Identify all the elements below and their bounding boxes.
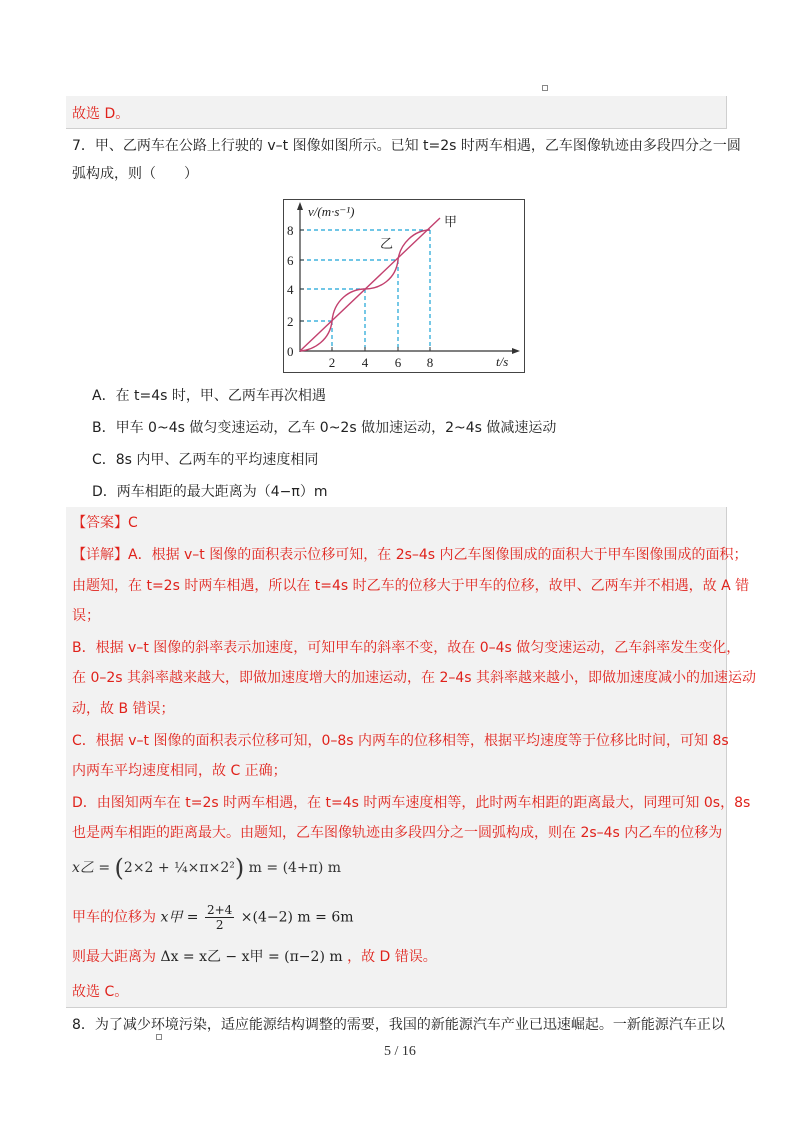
explain-line-10: 也是两车相距的距离最大。由题知，乙车图像轨迹由多段四分之一圆弧构成，则在 2s–4s 内乙车的位移为	[72, 825, 723, 841]
y-tick-8: 8	[287, 223, 294, 238]
x-tick-2: 2	[328, 355, 336, 370]
eq2-denominator: 2	[215, 918, 224, 932]
explain-tag: 【详解】	[72, 547, 128, 563]
prev-conclusion: 故选 D。	[72, 106, 130, 122]
question-line-1	[72, 136, 741, 156]
explain-line-4: B．根据 v–t 图像的斜率表示加速度，可知甲车的斜率不变，故在 0–4s 做匀变速运动，乙车斜率发生变化，	[72, 640, 741, 656]
vt-graph	[284, 200, 524, 372]
question-stem: 甲、乙两车在公路上行驶的 v–t 图像如图所示。已知 t=2s 时两车相遇，乙车图像轨迹由多段四分之一圆	[94, 138, 741, 154]
eq3-suffix: ，故 D 错误。	[347, 949, 437, 965]
next-question-line: 8．为了减少环境污染，适应能源结构调整的需要，我国的新能源汽车产业已迅速崛起。一新能源汽车正以	[72, 1017, 725, 1033]
option-b: B．甲车 0~4s 做匀变速运动，乙车 0~2s 做加速运动，2~4s 做减速运动	[92, 420, 557, 436]
y-tick-2: 2	[287, 314, 294, 329]
bottom-mark	[156, 1034, 162, 1040]
y-tick-6: 6	[287, 253, 294, 268]
x-axis-arrow	[512, 348, 520, 354]
equation-3	[72, 947, 437, 967]
eq2-lhs: x甲 =	[160, 909, 199, 926]
x-tick-6: 6	[394, 355, 402, 370]
x-axis-label: t/s	[496, 354, 509, 369]
origin-label: 0	[287, 344, 294, 359]
eq3-prefix: 则最大距离为	[72, 949, 156, 965]
answer-tag: 【答案】	[72, 515, 128, 531]
explain-conclusion: 故选 C。	[72, 984, 129, 1000]
explain-line-9: D．由图知两车在 t=2s 时两车相遇，在 t=4s 时两车速度相等，此时两车相距的距离最大，同理可知 0s，8s	[72, 795, 751, 811]
label-yi: 乙	[380, 237, 394, 252]
explain-line-2: 由题知，在 t=2s 时两车相遇，所以在 t=4s 时乙车的位移大于甲车的位移，故甲、乙两车并不相遇，故 A 错	[72, 578, 750, 594]
eq2-rhs: ×(4−2) m = 6m	[240, 909, 354, 926]
line-jia	[300, 218, 440, 351]
eq3-body: Δx = x乙 − x甲 = (π−2) m	[160, 949, 343, 965]
question-number: 7．	[72, 138, 95, 154]
explain-line-6: 动，故 B 错误；	[72, 701, 175, 717]
corner-mark	[542, 85, 548, 91]
equation-2	[72, 903, 354, 932]
option-c: C．8s 内甲、乙两车的平均速度相同	[92, 452, 319, 468]
answer-value: C	[128, 515, 138, 531]
vt-graph-figure	[283, 199, 525, 373]
explain-line-8: 内两车平均速度相同，故 C 正确；	[72, 763, 287, 779]
question-line-2: 弧构成，则（ ）	[72, 166, 198, 182]
eq1-right: m = (4+π) m	[248, 860, 342, 876]
explain-line-1	[72, 545, 748, 565]
y-axis-label: v/(m·s⁻¹)	[308, 204, 355, 219]
page-number: 5 / 16	[384, 1044, 416, 1059]
y-axis-arrow	[297, 202, 303, 210]
eq2-numerator: 2+4	[206, 903, 233, 917]
answer-line	[72, 513, 138, 533]
eq1-body: 2×2 + ¼×π×2²	[123, 860, 235, 876]
explain-line-5: 在 0–2s 其斜率越来越大，即做加速度增大的加速运动，在 2–4s 其斜率越来越小，即做加速度减小的加速运动	[72, 670, 757, 686]
prev-answer-box	[66, 96, 727, 129]
x-tick-4: 4	[361, 355, 369, 370]
option-a: A．在 t=4s 时，甲、乙两车再次相遇	[92, 388, 326, 404]
x-tick-8: 8	[426, 355, 434, 370]
label-jia: 甲	[444, 215, 458, 230]
explain-text-1: A．根据 v–t 图像的面积表示位移可知，在 2s–4s 内乙车图像围成的面积大于甲车图像围成的面积；	[128, 547, 748, 563]
y-tick-4: 4	[287, 282, 294, 297]
explain-line-3: 误；	[72, 608, 100, 624]
equation-1: x乙 = (2×2 + ¼×π×2²) m = (4+π) m	[72, 854, 342, 882]
option-d: D．两车相距的最大距离为（4−π）m	[92, 484, 328, 500]
eq1-left: x乙 =	[72, 860, 111, 876]
eq2-prefix: 甲车的位移为	[72, 909, 156, 926]
explain-line-7: C．根据 v–t 图像的面积表示位移可知，0–8s 内两车的位移相等，根据平均速度等于位移比时间，可知 8s	[72, 733, 729, 749]
